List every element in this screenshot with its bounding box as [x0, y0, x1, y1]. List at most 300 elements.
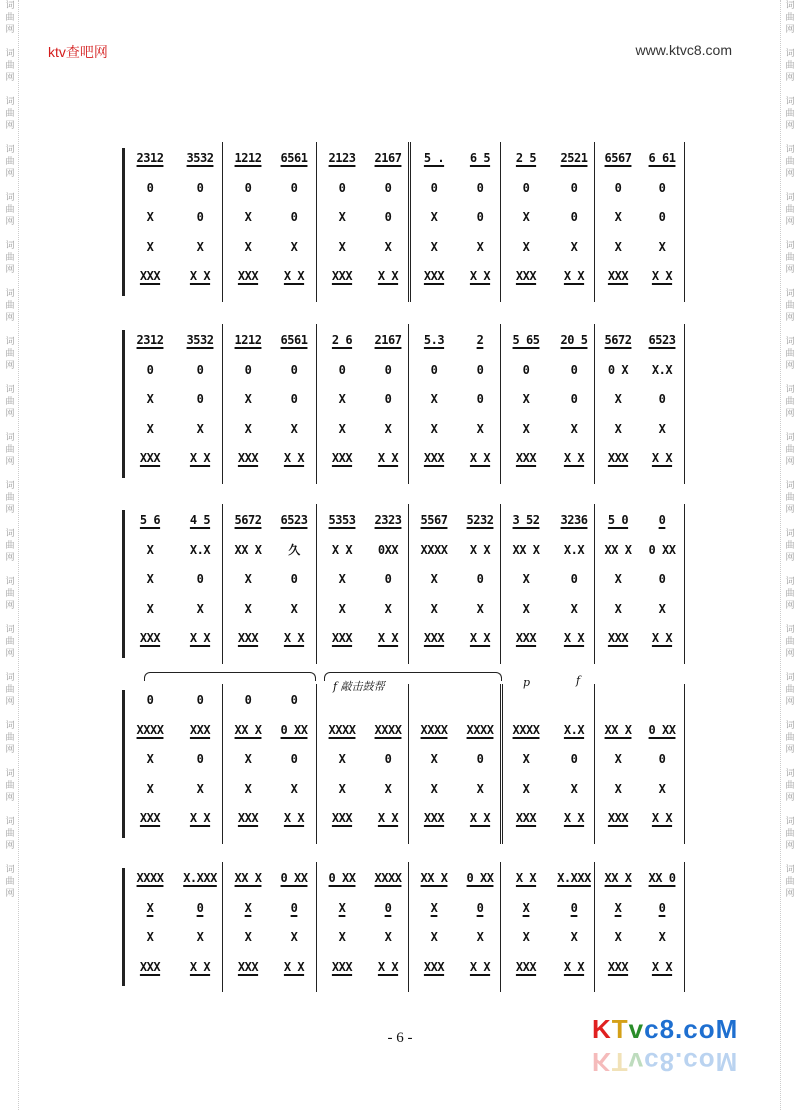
note-cell: X	[384, 781, 392, 796]
note-cell: 0	[476, 210, 484, 224]
note-cell: XXXX	[420, 722, 448, 737]
note-cell: X X	[469, 542, 491, 557]
note-cell: X X	[563, 959, 585, 974]
bar-line-end	[684, 862, 685, 992]
note-cell: X	[522, 752, 530, 766]
note-cell: 0	[658, 572, 666, 586]
note-cell: 2167	[374, 151, 402, 165]
note-cell: 6 5	[469, 151, 491, 165]
note-cell: XXX	[423, 811, 445, 825]
score-row	[128, 360, 684, 380]
note-cell: 6523	[280, 513, 308, 527]
note-cell: X	[614, 239, 622, 254]
repeat-bracket	[324, 672, 502, 681]
note-cell: X X	[469, 269, 491, 283]
note-cell: 0	[290, 572, 298, 586]
note-cell: X	[290, 421, 298, 436]
note-cell: XXX	[331, 269, 353, 283]
note-cell: X	[244, 752, 252, 766]
note-cell: 2	[476, 333, 484, 347]
note-cell	[596, 690, 640, 710]
note-cell: 0	[384, 900, 392, 915]
note-cell: 0	[384, 210, 392, 224]
score-row	[128, 266, 684, 286]
note-cell: X	[658, 781, 666, 796]
note-cell: XXX	[607, 451, 629, 465]
note-cell: X	[522, 421, 530, 436]
note-cell: X	[614, 601, 622, 616]
note-cell: 0	[196, 572, 204, 586]
note-cell: 2312	[136, 333, 164, 347]
note-cell: 0 X	[607, 362, 629, 377]
note-cell: X X	[331, 542, 353, 557]
note-cell: X	[146, 542, 154, 557]
note-cell: 2312	[136, 151, 164, 165]
note-cell: 5 0	[607, 513, 629, 527]
note-cell: 0 XX	[648, 722, 676, 737]
note-cell: X X	[377, 631, 399, 645]
note-cell: 0	[570, 210, 578, 224]
note-cell: 0	[570, 392, 578, 406]
ktvc8-logo: KTvc8.coM	[592, 1014, 739, 1044]
note-cell: X	[146, 900, 154, 915]
note-cell: X	[430, 900, 438, 915]
note-cell: XXX	[139, 269, 161, 283]
note-cell: X	[338, 239, 346, 254]
note-cell: XXX	[515, 269, 537, 283]
note-cell: 0	[196, 210, 204, 224]
note-cell: X	[570, 930, 578, 944]
note-cell: X	[614, 572, 622, 586]
note-cell: XXX	[423, 959, 445, 974]
note-cell: 1212	[234, 151, 262, 165]
note-cell: 0	[196, 693, 204, 707]
note-cell: X	[196, 930, 204, 944]
note-cell: XXXX	[328, 722, 356, 737]
note-cell: X	[430, 752, 438, 766]
note-cell: X X	[563, 631, 585, 645]
note-cell: 0	[658, 180, 666, 195]
note-cell: X	[430, 601, 438, 616]
score-system-2	[128, 330, 684, 478]
note-cell: X	[244, 210, 252, 224]
note-cell: X	[244, 572, 252, 586]
note-cell: X	[476, 781, 484, 796]
note-cell: XX 0	[648, 871, 676, 885]
note-cell: XXX	[423, 631, 445, 645]
note-cell: 0	[290, 392, 298, 406]
note-cell: XXX	[331, 959, 353, 974]
note-cell: 0	[570, 752, 578, 766]
note-cell: X	[244, 781, 252, 796]
note-cell: 0	[476, 900, 484, 915]
note-cell: X	[476, 601, 484, 616]
score-row	[128, 419, 684, 439]
note-cell: X X	[469, 451, 491, 465]
score-system-1	[128, 148, 684, 296]
note-cell: 3 52	[512, 513, 540, 527]
note-cell: XXX	[139, 811, 161, 825]
note-cell: 0	[522, 180, 530, 195]
note-cell: 0	[338, 180, 346, 195]
note-cell: 3236	[560, 513, 588, 527]
score-row	[128, 148, 684, 168]
note-cell: 0	[338, 362, 346, 377]
note-cell: X	[522, 601, 530, 616]
note-cell: XX X	[604, 542, 632, 557]
note-cell: 0 XX	[328, 871, 356, 885]
note-cell: X	[244, 601, 252, 616]
note-cell: X	[146, 572, 154, 586]
note-cell: 0	[476, 180, 484, 195]
note-cell: X X	[377, 959, 399, 974]
note-cell: 0	[658, 752, 666, 766]
note-cell: 0	[290, 210, 298, 224]
note-cell: X	[338, 210, 346, 224]
note-cell: 1212	[234, 333, 262, 347]
bar-line-end	[684, 324, 685, 484]
note-cell: 久	[288, 542, 300, 557]
dynamic-annotation: f 敲击鼓帮	[333, 680, 385, 693]
note-cell: XXX	[331, 451, 353, 465]
score-row	[128, 510, 684, 530]
note-cell: X	[614, 752, 622, 766]
note-cell: 0	[570, 900, 578, 915]
score-row	[128, 540, 684, 560]
score-row	[128, 330, 684, 350]
note-cell: X	[658, 930, 666, 944]
note-cell: 0	[146, 362, 154, 377]
note-cell: X	[430, 930, 438, 944]
note-cell: XXX	[607, 811, 629, 825]
note-cell: XXX	[515, 631, 537, 645]
note-cell: XXXX	[374, 722, 402, 737]
note-cell: X	[338, 781, 346, 796]
note-cell: X	[476, 239, 484, 254]
note-cell: X	[522, 239, 530, 254]
note-cell: 2323	[374, 513, 402, 527]
note-cell: 6523	[648, 333, 676, 347]
note-cell: X.X	[189, 542, 211, 557]
note-cell: X X	[377, 811, 399, 825]
score-row	[128, 599, 684, 619]
note-cell: XX X	[234, 542, 262, 557]
note-cell: 0	[430, 362, 438, 377]
note-cell: 6561	[280, 151, 308, 165]
note-cell: X	[146, 752, 154, 766]
note-cell: X.XXX	[557, 871, 591, 885]
note-cell: 0	[244, 693, 252, 707]
note-cell: XXX	[139, 959, 161, 974]
note-cell: X	[430, 572, 438, 586]
note-cell	[412, 690, 456, 710]
note-cell: 0	[196, 392, 204, 406]
note-cell: XXXX	[136, 722, 164, 737]
note-cell: 0	[384, 572, 392, 586]
note-cell: XXX	[237, 959, 259, 974]
note-cell: X X	[563, 269, 585, 283]
note-cell: 0	[290, 900, 298, 915]
note-cell: 2167	[374, 333, 402, 347]
note-cell: X	[522, 210, 530, 224]
note-cell: X	[522, 781, 530, 796]
note-cell: XX X	[604, 871, 632, 885]
note-cell: 0	[658, 900, 666, 915]
note-cell: X	[430, 392, 438, 406]
page-number: - 6 -	[387, 1030, 413, 1046]
note-cell: 0	[476, 572, 484, 586]
note-cell: XXX	[331, 811, 353, 825]
note-cell: 5353	[328, 513, 356, 527]
note-cell: XXX	[607, 269, 629, 283]
note-cell: 0	[196, 752, 204, 766]
note-cell: X X	[283, 269, 305, 283]
score-row	[128, 898, 684, 918]
note-cell: X	[244, 421, 252, 436]
note-cell: X X	[189, 811, 211, 825]
note-cell: X	[430, 421, 438, 436]
note-cell: XXX	[139, 451, 161, 465]
score-row	[128, 237, 684, 257]
note-cell: 0XX	[377, 542, 399, 557]
note-cell: X	[244, 239, 252, 254]
note-cell: X X	[283, 811, 305, 825]
note-cell: X	[338, 392, 346, 406]
note-cell: 2 5	[515, 151, 537, 165]
note-cell: 0	[658, 210, 666, 224]
note-cell: X X	[651, 269, 673, 283]
note-cell: XXX	[423, 451, 445, 465]
note-cell: 0 XX	[280, 722, 308, 737]
note-cell: 0	[244, 362, 252, 377]
side-watermark-left: 词 曲 网 词 曲 网 词 曲 网 词 曲 网 词 曲 网 词 曲 网 词 曲 网 词 曲 网 词 曲 网 词 曲 网 词 曲 网 词 曲 网 词 曲 网 词 曲 网 词 曲 网 词 曲 网 词 曲 网 词 曲 网 词 曲 网	[5, 1, 15, 899]
note-cell: XXXX	[374, 871, 402, 885]
note-cell: XXX	[515, 959, 537, 974]
note-cell: X X	[283, 959, 305, 974]
note-cell: X	[430, 210, 438, 224]
note-cell: X X	[563, 811, 585, 825]
note-cell: X X	[651, 451, 673, 465]
note-cell: X	[290, 781, 298, 796]
note-cell: X X	[469, 631, 491, 645]
note-cell: X X	[563, 451, 585, 465]
note-cell: X	[290, 239, 298, 254]
note-cell: X	[146, 601, 154, 616]
note-cell: 0	[384, 392, 392, 406]
note-cell: XXX	[331, 631, 353, 645]
dynamic-p: p	[523, 676, 531, 689]
note-cell: 0	[476, 362, 484, 377]
note-cell: 0	[384, 180, 392, 195]
note-cell: X	[522, 930, 530, 944]
score-system-4	[128, 674, 684, 838]
note-cell: X X	[469, 811, 491, 825]
note-cell: 5 6	[139, 513, 161, 527]
note-cell: 0	[522, 362, 530, 377]
note-cell: XXX	[189, 722, 211, 737]
score-system-3	[128, 510, 684, 658]
note-cell: 0	[570, 180, 578, 195]
note-cell: 5672	[604, 333, 632, 347]
score-row	[128, 720, 684, 740]
note-cell: 3532	[186, 151, 214, 165]
note-cell: 4 5	[189, 513, 211, 527]
note-cell: X	[430, 239, 438, 254]
note-cell: X	[338, 930, 346, 944]
note-cell: 0	[290, 362, 298, 377]
note-cell: X	[146, 421, 154, 436]
note-cell: X	[658, 421, 666, 436]
note-cell: X	[430, 781, 438, 796]
note-cell: XX X	[234, 871, 262, 885]
note-cell: XXX	[237, 269, 259, 283]
note-cell: X	[522, 900, 530, 915]
note-cell: XXX	[237, 811, 259, 825]
note-cell: X	[384, 930, 392, 944]
score-row	[128, 868, 684, 888]
note-cell: 0	[146, 180, 154, 195]
note-cell: 0	[430, 180, 438, 195]
note-cell: XX X	[512, 542, 540, 557]
note-cell: 0	[476, 752, 484, 766]
note-cell: 0	[196, 180, 204, 195]
note-cell: XXXX	[420, 542, 448, 557]
note-cell: X	[244, 900, 252, 915]
note-cell: X	[196, 239, 204, 254]
note-cell: X	[570, 421, 578, 436]
note-cell: X X	[651, 811, 673, 825]
site-url[interactable]: www.ktvc8.com	[635, 42, 732, 58]
score-row	[128, 927, 684, 947]
note-cell: 0	[614, 180, 622, 195]
score-row	[128, 178, 684, 198]
note-cell: X	[146, 392, 154, 406]
note-cell: 0	[570, 362, 578, 377]
note-cell: 0	[196, 900, 204, 915]
note-cell: X	[384, 601, 392, 616]
note-cell: 0	[290, 693, 298, 707]
note-cell	[504, 690, 548, 710]
note-cell: 5232	[466, 513, 494, 527]
note-cell: X	[290, 930, 298, 944]
note-cell: 5672	[234, 513, 262, 527]
score-row	[128, 690, 684, 710]
note-cell: X X	[189, 631, 211, 645]
note-cell: XXXX	[512, 722, 540, 737]
note-cell: X X	[283, 631, 305, 645]
note-cell: X	[196, 421, 204, 436]
note-cell: 0 XX	[280, 871, 308, 885]
note-cell: X	[338, 900, 346, 915]
note-cell: X	[384, 421, 392, 436]
note-cell: X	[338, 572, 346, 586]
note-cell: X	[244, 392, 252, 406]
score-row	[128, 569, 684, 589]
note-cell: 0	[658, 513, 666, 527]
note-cell: XXX	[607, 631, 629, 645]
note-cell: 0	[476, 392, 484, 406]
note-cell: 0	[658, 392, 666, 406]
note-cell: 6567	[604, 151, 632, 165]
dynamic-f: f	[576, 674, 581, 687]
note-cell: 2123	[328, 151, 356, 165]
note-cell: XX X	[420, 871, 448, 885]
note-cell: XX X	[604, 722, 632, 737]
note-cell: X X	[651, 631, 673, 645]
note-cell: X	[614, 930, 622, 944]
site-name[interactable]: ktv查吧网	[48, 44, 108, 60]
note-cell: X	[658, 239, 666, 254]
note-cell: XXX	[237, 451, 259, 465]
note-cell: X	[570, 601, 578, 616]
note-cell: X X	[469, 959, 491, 974]
note-cell: 3532	[186, 333, 214, 347]
score-row	[128, 749, 684, 769]
note-cell: XXXX	[466, 722, 494, 737]
repeat-bracket	[144, 672, 316, 681]
note-cell: X X	[377, 269, 399, 283]
note-cell: 6561	[280, 333, 308, 347]
bar-line-end	[684, 504, 685, 664]
note-cell	[458, 690, 502, 710]
note-cell: X	[290, 601, 298, 616]
note-cell: X	[614, 421, 622, 436]
note-cell: X.X	[651, 362, 673, 377]
note-cell: X.X	[563, 722, 585, 737]
note-cell: X	[570, 239, 578, 254]
note-cell: 0	[244, 180, 252, 195]
note-cell: X	[146, 239, 154, 254]
note-cell: X	[658, 601, 666, 616]
note-cell: 5 65	[512, 333, 540, 347]
note-cell: X X	[377, 451, 399, 465]
score-row	[128, 448, 684, 468]
note-cell: X	[614, 392, 622, 406]
note-cell: X X	[189, 269, 211, 283]
note-cell: X	[476, 421, 484, 436]
score-row	[128, 207, 684, 227]
note-cell	[640, 690, 684, 710]
note-cell: X X	[651, 959, 673, 974]
score-row	[128, 808, 684, 828]
note-cell: X X	[283, 451, 305, 465]
note-cell: X	[146, 781, 154, 796]
note-cell: X	[146, 930, 154, 944]
note-cell: X	[196, 781, 204, 796]
note-cell: X	[146, 210, 154, 224]
note-cell: X.XXX	[183, 871, 217, 885]
note-cell: 0	[196, 362, 204, 377]
side-watermark-right: 词 曲 网 词 曲 网 词 曲 网 词 曲 网 词 曲 网 词 曲 网 词 曲 网 词 曲 网 词 曲 网 词 曲 网 词 曲 网 词 曲 网 词 曲 网 词 曲 网 词 曲 网 词 曲 网 词 曲 网 词 曲 网 词 曲 网	[785, 1, 795, 899]
note-cell: XX X	[234, 722, 262, 737]
note-cell: 0 XX	[648, 542, 676, 557]
note-cell: X	[476, 930, 484, 944]
note-cell: 6 61	[648, 151, 676, 165]
note-cell: X	[522, 572, 530, 586]
note-cell: X	[614, 781, 622, 796]
note-cell: X	[384, 239, 392, 254]
logo-reflection: KTvc8.coM	[592, 1047, 739, 1077]
note-cell: X.X	[563, 542, 585, 557]
score-system-5	[128, 868, 684, 986]
note-cell: 2 6	[331, 333, 353, 347]
note-cell: X	[614, 210, 622, 224]
note-cell: X X	[515, 871, 537, 885]
note-cell: X	[338, 421, 346, 436]
bar-line-end	[684, 142, 685, 302]
note-cell: 0	[146, 693, 154, 707]
note-cell: X	[570, 781, 578, 796]
